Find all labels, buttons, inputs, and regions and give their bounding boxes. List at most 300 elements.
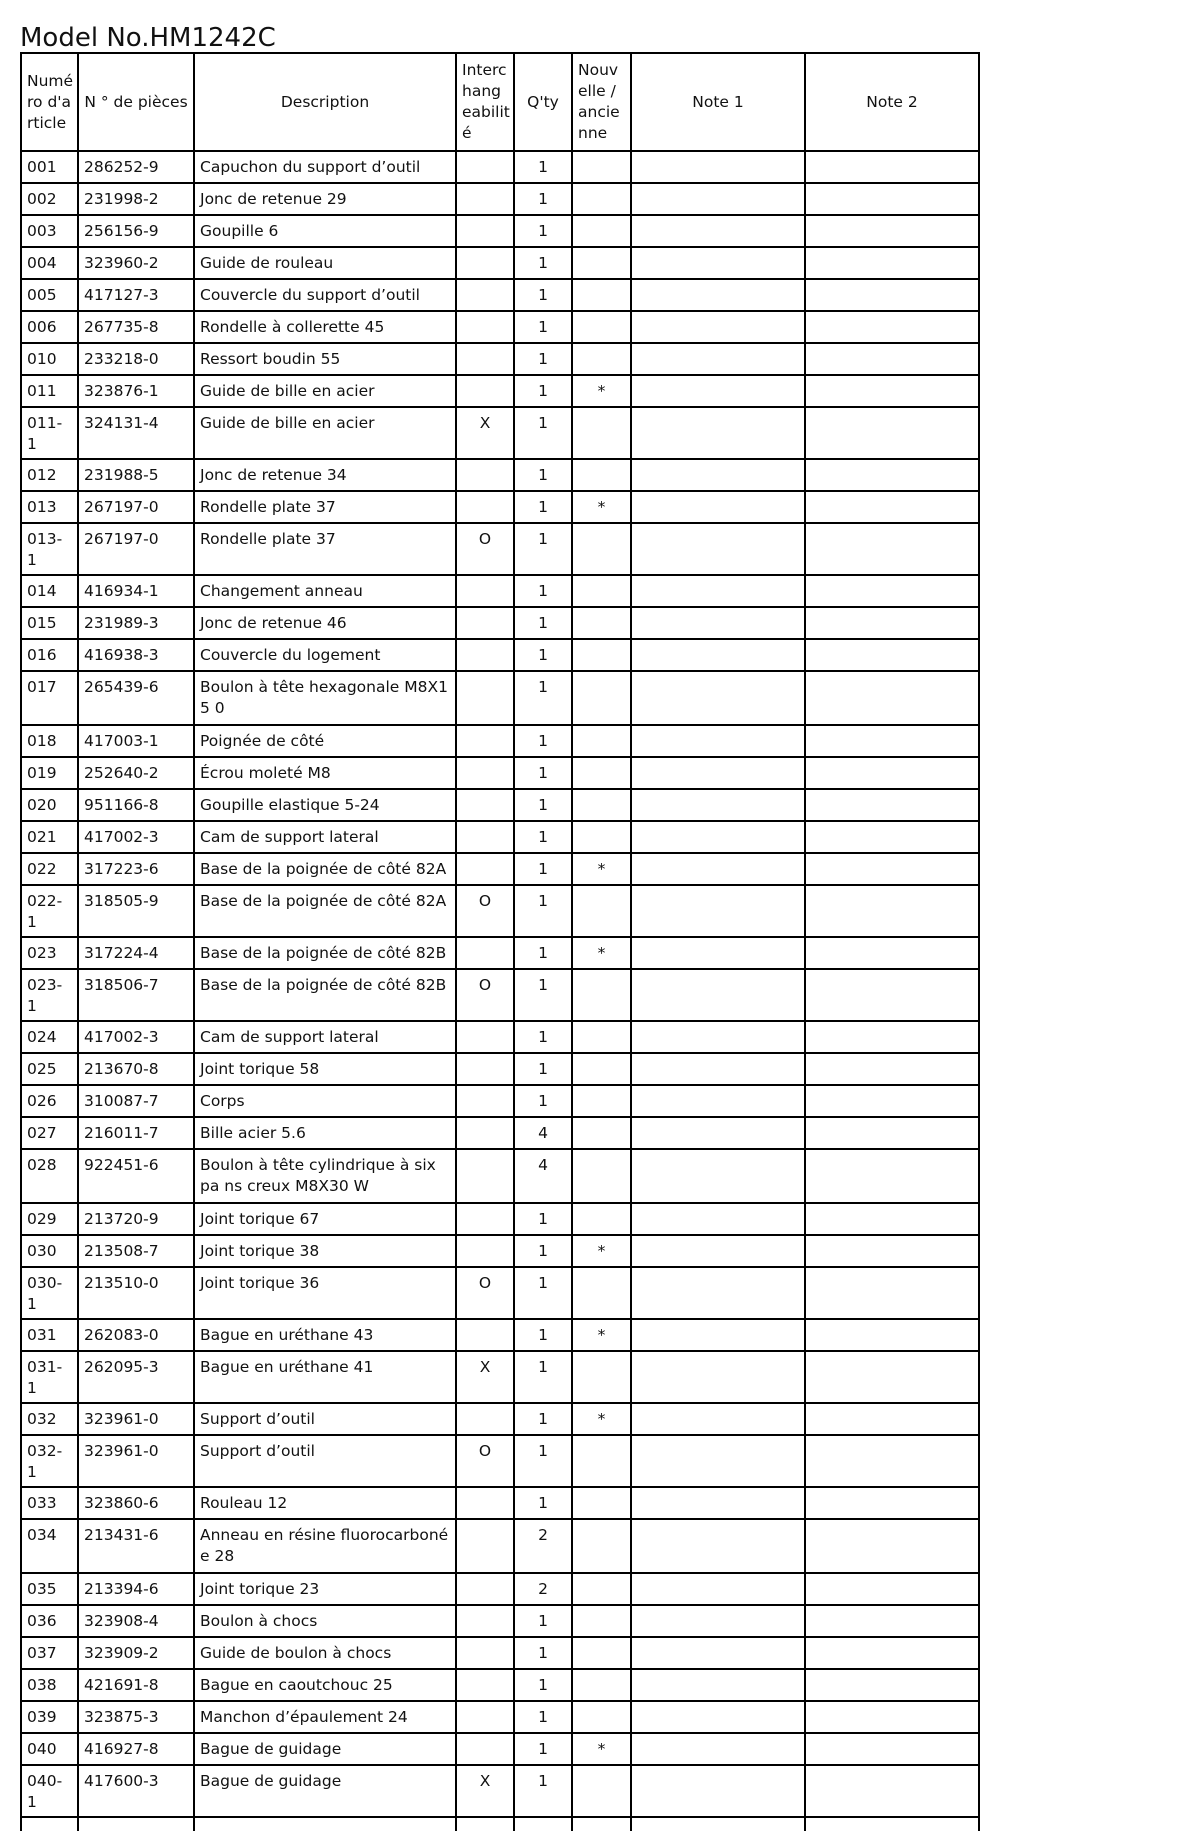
cell-part-no: 323909-2 — [78, 1637, 194, 1669]
table-row — [21, 885, 979, 937]
cell-description: Corps — [194, 1085, 456, 1117]
cell-note2 — [805, 1669, 979, 1701]
cell-part-no: 233218-0 — [78, 343, 194, 375]
cell-item-no: 006 — [21, 311, 78, 343]
cell-note2 — [805, 1085, 979, 1117]
table-row — [21, 459, 979, 491]
cell-interchangeability — [456, 1573, 514, 1605]
cell-part-no: 256156-9 — [78, 215, 194, 247]
cell-description: Couvercle du logement — [194, 639, 456, 671]
cell-part-no: 323960-2 — [78, 247, 194, 279]
cell-new-old — [572, 247, 631, 279]
cell-qty: 2 — [514, 1519, 572, 1573]
cell-qty: 1 — [514, 1435, 572, 1487]
cell-note1 — [631, 1267, 805, 1319]
cell-interchangeability — [456, 671, 514, 725]
cell-new-old — [572, 639, 631, 671]
cell-item-no: 014 — [21, 575, 78, 607]
table-row — [21, 1203, 979, 1235]
cell-item-no: 023-1 — [21, 969, 78, 1021]
cell-description: Rondelle plate 37 — [194, 491, 456, 523]
cell-new-old — [572, 279, 631, 311]
cell-item-no: 038 — [21, 1669, 78, 1701]
cell-item-no: 004 — [21, 247, 78, 279]
cell-description: Support d’outil — [194, 1435, 456, 1487]
cell-qty: 1 — [514, 1203, 572, 1235]
cell-new-old — [572, 1519, 631, 1573]
table-row — [21, 1487, 979, 1519]
cell-qty: 1 — [514, 1605, 572, 1637]
cell-qty: 1 — [514, 937, 572, 969]
cell-interchangeability — [456, 575, 514, 607]
cell-part-no: 252640-2 — [78, 757, 194, 789]
cell-note2 — [805, 1487, 979, 1519]
cell-note1 — [631, 1319, 805, 1351]
cell-interchangeability — [456, 1733, 514, 1765]
cell-part-no: 286252-9 — [78, 151, 194, 183]
cell-item-no: 030-1 — [21, 1267, 78, 1319]
cell-item-no: 031-1 — [21, 1351, 78, 1403]
cell-new-old: * — [572, 1733, 631, 1765]
cell-item-no: 005 — [21, 279, 78, 311]
cell-interchangeability: X — [456, 407, 514, 459]
cell-description: Bague en caoutchouc 25 — [194, 1669, 456, 1701]
table-row — [21, 1669, 979, 1701]
cell-note2 — [805, 1605, 979, 1637]
cell-new-old — [572, 459, 631, 491]
cell-part-no: 417003-1 — [78, 725, 194, 757]
cell-part-no: 417002-3 — [78, 1021, 194, 1053]
table-row — [21, 789, 979, 821]
cell-item-no: 027 — [21, 1117, 78, 1149]
cell-interchangeability — [456, 757, 514, 789]
cell-qty: 1 — [514, 1669, 572, 1701]
cell-note2 — [805, 311, 979, 343]
cell-item-no: 019 — [21, 757, 78, 789]
table-row — [21, 757, 979, 789]
table-row — [21, 523, 979, 575]
cell-note1 — [631, 1669, 805, 1701]
table-row — [21, 725, 979, 757]
cell-note2 — [805, 937, 979, 969]
cell-note2 — [805, 1117, 979, 1149]
table-row — [21, 607, 979, 639]
cell-interchangeability — [456, 1085, 514, 1117]
cell-item-no: 020 — [21, 789, 78, 821]
cell-qty: 2 — [514, 1573, 572, 1605]
cell-interchangeability: O — [456, 969, 514, 1021]
cell-qty: 1 — [514, 969, 572, 1021]
cell-part-no: 421691-8 — [78, 1669, 194, 1701]
cell-note2 — [805, 523, 979, 575]
table-header-row — [21, 53, 979, 151]
cell-note1 — [631, 151, 805, 183]
cell-note1 — [631, 607, 805, 639]
cell-description: Rouleau 12 — [194, 1487, 456, 1519]
cell-new-old — [572, 523, 631, 575]
cell-note1 — [631, 1605, 805, 1637]
cell-item-no: 013 — [21, 491, 78, 523]
cell-qty: 1 — [514, 151, 572, 183]
cell-note1 — [631, 1117, 805, 1149]
cell-description: Bague en uréthane 41 — [194, 1351, 456, 1403]
cell-part-no: 231988-5 — [78, 459, 194, 491]
cell-qty: 1 — [514, 1637, 572, 1669]
cell-qty: 1 — [514, 491, 572, 523]
table-row — [21, 247, 979, 279]
cell-note2 — [805, 1351, 979, 1403]
cell-item-no: 028 — [21, 1149, 78, 1203]
cell-description: Jonc de retenue 29 — [194, 183, 456, 215]
cell-note1 — [631, 523, 805, 575]
cell-description: Écrou moleté M8 — [194, 757, 456, 789]
cell-new-old — [572, 1435, 631, 1487]
cell-empty — [805, 1817, 979, 1831]
cell-item-no: 016 — [21, 639, 78, 671]
cell-item-no: 029 — [21, 1203, 78, 1235]
cell-note1 — [631, 639, 805, 671]
cell-part-no: 323875-3 — [78, 1701, 194, 1733]
cell-qty: 1 — [514, 311, 572, 343]
cell-part-no: 213508-7 — [78, 1235, 194, 1267]
cell-note1 — [631, 885, 805, 937]
cell-description: Boulon à chocs — [194, 1605, 456, 1637]
cell-item-no: 025 — [21, 1053, 78, 1085]
header-part-no: N ° de pièces — [78, 53, 194, 151]
cell-description: Guide de rouleau — [194, 247, 456, 279]
cell-part-no: 922451-6 — [78, 1149, 194, 1203]
cell-description: Base de la poignée de côté 82B — [194, 969, 456, 1021]
cell-item-no: 002 — [21, 183, 78, 215]
cell-item-no: 018 — [21, 725, 78, 757]
cell-qty: 1 — [514, 523, 572, 575]
cell-part-no: 317223-6 — [78, 853, 194, 885]
cell-new-old — [572, 821, 631, 853]
cell-note2 — [805, 407, 979, 459]
cell-qty: 1 — [514, 183, 572, 215]
cell-empty — [631, 1817, 805, 1831]
header-new-old: Nouv elle / ancie nne — [572, 53, 631, 151]
cell-qty: 1 — [514, 1403, 572, 1435]
cell-part-no: 213510-0 — [78, 1267, 194, 1319]
cell-new-old — [572, 969, 631, 1021]
cell-interchangeability — [456, 937, 514, 969]
cell-item-no: 040 — [21, 1733, 78, 1765]
table-row — [21, 1319, 979, 1351]
cell-note2 — [805, 1765, 979, 1817]
cell-new-old — [572, 311, 631, 343]
cell-interchangeability — [456, 725, 514, 757]
cell-note2 — [805, 1637, 979, 1669]
cell-interchangeability: O — [456, 523, 514, 575]
cell-note2 — [805, 1267, 979, 1319]
cell-qty: 1 — [514, 247, 572, 279]
cell-description: Goupille 6 — [194, 215, 456, 247]
cell-note1 — [631, 1351, 805, 1403]
cell-item-no: 037 — [21, 1637, 78, 1669]
cell-interchangeability — [456, 183, 514, 215]
cell-part-no: 323860-6 — [78, 1487, 194, 1519]
cell-qty: 1 — [514, 375, 572, 407]
cell-description: Guide de boulon à chocs — [194, 1637, 456, 1669]
cell-note1 — [631, 1085, 805, 1117]
cell-interchangeability — [456, 215, 514, 247]
cell-description: Cam de support lateral — [194, 821, 456, 853]
cell-note1 — [631, 853, 805, 885]
cell-qty: 1 — [514, 1733, 572, 1765]
cell-description: Base de la poignée de côté 82A — [194, 853, 456, 885]
header-interchangeability: Interc hang eabilit é — [456, 53, 514, 151]
cell-note1 — [631, 407, 805, 459]
cell-part-no: 318505-9 — [78, 885, 194, 937]
cell-description: Jonc de retenue 46 — [194, 607, 456, 639]
cell-interchangeability — [456, 1117, 514, 1149]
cell-empty — [572, 1817, 631, 1831]
cell-description: Poignée de côté — [194, 725, 456, 757]
cell-note2 — [805, 821, 979, 853]
cell-part-no: 417002-3 — [78, 821, 194, 853]
cell-interchangeability — [456, 1053, 514, 1085]
header-note2: Note 2 — [805, 53, 979, 151]
cell-interchangeability — [456, 1149, 514, 1203]
cell-description: Joint torique 23 — [194, 1573, 456, 1605]
cell-note1 — [631, 459, 805, 491]
cell-note1 — [631, 247, 805, 279]
cell-note1 — [631, 821, 805, 853]
cell-part-no: 262083-0 — [78, 1319, 194, 1351]
cell-item-no: 032-1 — [21, 1435, 78, 1487]
cell-note2 — [805, 1733, 979, 1765]
table-row — [21, 151, 979, 183]
cell-note2 — [805, 671, 979, 725]
cell-interchangeability — [456, 375, 514, 407]
table-row — [21, 1605, 979, 1637]
cell-new-old — [572, 789, 631, 821]
cell-note1 — [631, 789, 805, 821]
cell-note2 — [805, 247, 979, 279]
cell-note2 — [805, 725, 979, 757]
cell-note2 — [805, 1435, 979, 1487]
cell-interchangeability — [456, 1605, 514, 1637]
parts-table-body — [21, 151, 979, 1831]
cell-note2 — [805, 853, 979, 885]
cell-interchangeability — [456, 343, 514, 375]
cell-description: Boulon à tête hexagonale M8X15 0 — [194, 671, 456, 725]
cell-new-old — [572, 1117, 631, 1149]
table-row — [21, 969, 979, 1021]
model-title: Model No.HM1242C — [20, 23, 276, 53]
cell-item-no: 010 — [21, 343, 78, 375]
cell-note2 — [805, 151, 979, 183]
cell-item-no: 031 — [21, 1319, 78, 1351]
cell-note2 — [805, 1149, 979, 1203]
cell-part-no: 416934-1 — [78, 575, 194, 607]
cell-new-old: * — [572, 937, 631, 969]
cell-description: Joint torique 67 — [194, 1203, 456, 1235]
cell-interchangeability — [456, 1669, 514, 1701]
cell-note1 — [631, 1149, 805, 1203]
cell-description: Rondelle à collerette 45 — [194, 311, 456, 343]
cell-note1 — [631, 375, 805, 407]
cell-qty: 1 — [514, 1487, 572, 1519]
cell-note2 — [805, 491, 979, 523]
cell-note2 — [805, 1021, 979, 1053]
cell-part-no: 323961-0 — [78, 1403, 194, 1435]
cell-item-no: 017 — [21, 671, 78, 725]
cell-note1 — [631, 937, 805, 969]
cell-description: Guide de bille en acier — [194, 375, 456, 407]
cell-interchangeability — [456, 151, 514, 183]
table-row — [21, 215, 979, 247]
table-row — [21, 1701, 979, 1733]
cell-part-no: 318506-7 — [78, 969, 194, 1021]
cell-note1 — [631, 1701, 805, 1733]
cell-new-old — [572, 607, 631, 639]
cell-interchangeability — [456, 789, 514, 821]
header-note1: Note 1 — [631, 53, 805, 151]
cell-new-old — [572, 1351, 631, 1403]
cell-note2 — [805, 969, 979, 1021]
cell-new-old — [572, 343, 631, 375]
table-row — [21, 1149, 979, 1203]
cell-note2 — [805, 375, 979, 407]
cell-note2 — [805, 757, 979, 789]
cell-item-no: 030 — [21, 1235, 78, 1267]
cell-description: Bague de guidage — [194, 1733, 456, 1765]
table-row — [21, 1435, 979, 1487]
cell-qty: 1 — [514, 885, 572, 937]
cell-description: Anneau en résine fluorocarboné e 28 — [194, 1519, 456, 1573]
cell-note2 — [805, 343, 979, 375]
cell-note2 — [805, 575, 979, 607]
cell-item-no: 032 — [21, 1403, 78, 1435]
cell-part-no: 323961-0 — [78, 1435, 194, 1487]
table-row — [21, 1573, 979, 1605]
cell-description: Jonc de retenue 34 — [194, 459, 456, 491]
cell-note1 — [631, 725, 805, 757]
cell-qty: 1 — [514, 1267, 572, 1319]
table-row — [21, 1021, 979, 1053]
cell-interchangeability — [456, 1403, 514, 1435]
cell-description: Joint torique 58 — [194, 1053, 456, 1085]
cell-part-no: 267735-8 — [78, 311, 194, 343]
cell-new-old — [572, 1053, 631, 1085]
cell-interchangeability: O — [456, 885, 514, 937]
cell-note2 — [805, 885, 979, 937]
cell-new-old — [572, 1149, 631, 1203]
cell-qty: 1 — [514, 1235, 572, 1267]
table-row — [21, 1085, 979, 1117]
table-row — [21, 1637, 979, 1669]
cell-qty: 1 — [514, 215, 572, 247]
cell-part-no: 267197-0 — [78, 491, 194, 523]
header-qty: Q'ty — [514, 53, 572, 151]
cell-interchangeability — [456, 639, 514, 671]
cell-new-old — [572, 1021, 631, 1053]
cell-part-no: 951166-8 — [78, 789, 194, 821]
table-row — [21, 575, 979, 607]
cell-description: Guide de bille en acier — [194, 407, 456, 459]
cell-item-no: 003 — [21, 215, 78, 247]
cell-empty — [456, 1817, 514, 1831]
cell-qty: 1 — [514, 575, 572, 607]
cell-part-no: 323908-4 — [78, 1605, 194, 1637]
cell-note1 — [631, 1435, 805, 1487]
header-item-no: Numé ro d'a rticle — [21, 53, 78, 151]
table-row-partial — [21, 1817, 979, 1831]
cell-empty — [78, 1817, 194, 1831]
cell-part-no: 324131-4 — [78, 407, 194, 459]
table-row — [21, 639, 979, 671]
cell-item-no: 022 — [21, 853, 78, 885]
cell-qty: 1 — [514, 343, 572, 375]
cell-new-old: * — [572, 1235, 631, 1267]
cell-interchangeability: O — [456, 1267, 514, 1319]
cell-interchangeability — [456, 1319, 514, 1351]
cell-part-no: 213670-8 — [78, 1053, 194, 1085]
table-row — [21, 1117, 979, 1149]
cell-note1 — [631, 1637, 805, 1669]
cell-new-old — [572, 575, 631, 607]
cell-note1 — [631, 343, 805, 375]
table-row — [21, 1053, 979, 1085]
table-row — [21, 343, 979, 375]
cell-interchangeability: X — [456, 1765, 514, 1817]
cell-item-no: 012 — [21, 459, 78, 491]
cell-new-old — [572, 1573, 631, 1605]
cell-interchangeability — [456, 459, 514, 491]
cell-description: Changement anneau — [194, 575, 456, 607]
cell-new-old — [572, 1669, 631, 1701]
cell-new-old: * — [572, 491, 631, 523]
cell-note2 — [805, 639, 979, 671]
cell-new-old — [572, 183, 631, 215]
cell-qty: 1 — [514, 407, 572, 459]
cell-item-no: 026 — [21, 1085, 78, 1117]
cell-part-no: 267197-0 — [78, 523, 194, 575]
cell-description: Capuchon du support d’outil — [194, 151, 456, 183]
cell-note2 — [805, 1319, 979, 1351]
cell-part-no: 231998-2 — [78, 183, 194, 215]
cell-note1 — [631, 491, 805, 523]
cell-part-no: 262095-3 — [78, 1351, 194, 1403]
cell-qty: 1 — [514, 1319, 572, 1351]
cell-note1 — [631, 757, 805, 789]
cell-new-old — [572, 671, 631, 725]
cell-item-no: 022-1 — [21, 885, 78, 937]
table-row — [21, 853, 979, 885]
cell-item-no: 033 — [21, 1487, 78, 1519]
cell-note2 — [805, 459, 979, 491]
cell-item-no: 036 — [21, 1605, 78, 1637]
cell-note1 — [631, 1733, 805, 1765]
cell-interchangeability: X — [456, 1351, 514, 1403]
cell-part-no: 216011-7 — [78, 1117, 194, 1149]
cell-note1 — [631, 1487, 805, 1519]
cell-part-no: 213431-6 — [78, 1519, 194, 1573]
cell-note1 — [631, 1053, 805, 1085]
cell-qty: 1 — [514, 725, 572, 757]
cell-note1 — [631, 183, 805, 215]
cell-qty: 1 — [514, 1021, 572, 1053]
cell-note1 — [631, 1765, 805, 1817]
cell-qty: 1 — [514, 607, 572, 639]
cell-qty: 1 — [514, 1351, 572, 1403]
cell-qty: 1 — [514, 1085, 572, 1117]
cell-note2 — [805, 1403, 979, 1435]
cell-new-old: * — [572, 853, 631, 885]
cell-interchangeability — [456, 247, 514, 279]
